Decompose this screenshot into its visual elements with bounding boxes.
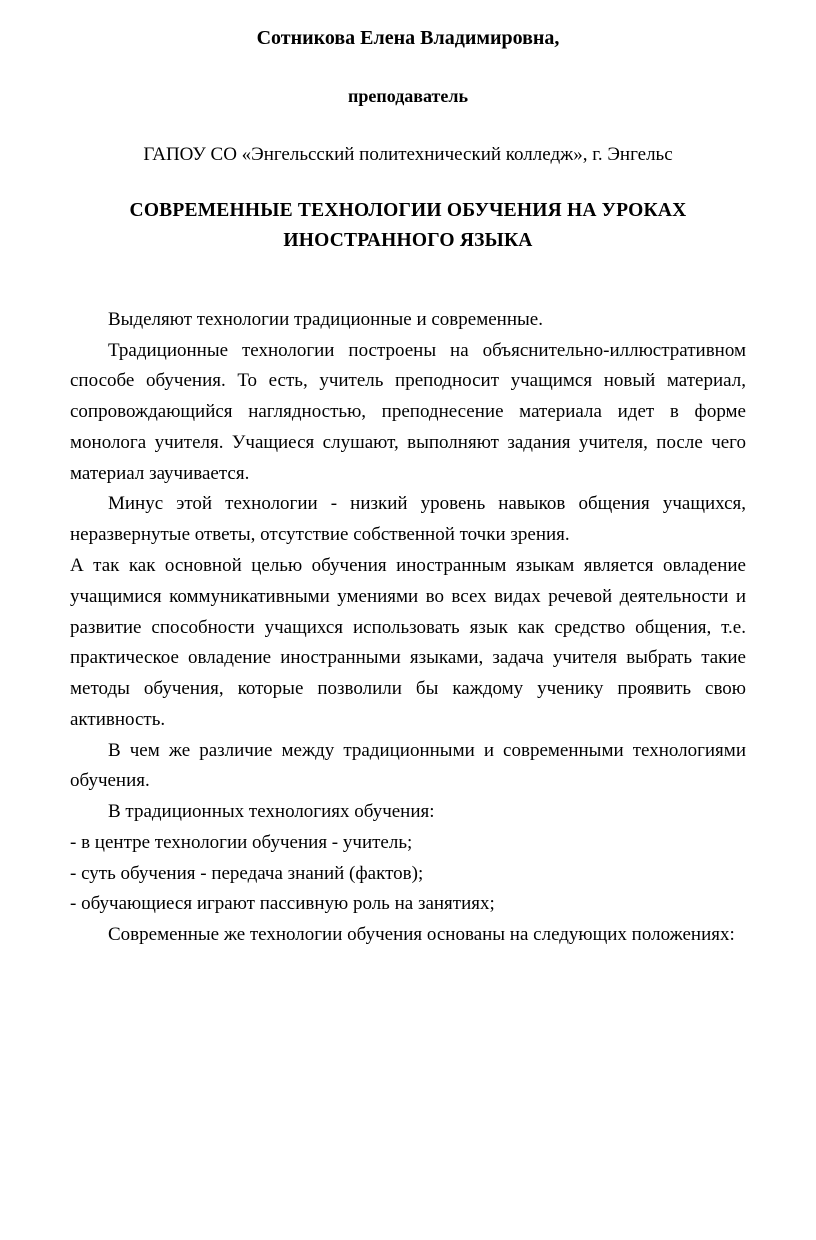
document-title-line-1: СОВРЕМЕННЫЕ ТЕХНОЛОГИИ ОБУЧЕНИЯ НА УРОКАХ	[129, 200, 687, 222]
document-title-line-2: ИНОСТРАННОГО ЯЗЫКА	[283, 229, 533, 251]
paragraph: В традиционных технологиях обучения:	[108, 801, 435, 823]
paragraph: Выделяют технологии традиционные и современные.	[108, 308, 543, 330]
paragraph: А так как основной целью обучения иностранным языкам является овладение учащимися коммуникативными умениями во всех видах речевой деятельности и развитие способности учащихся использовать язык как средство общения, т.е. практическое овладение иностранными языками, задача учителя выбрать такие методы обучения, которые позволили бы каждому ученику проявить свою активность.	[70, 555, 746, 730]
author-role: преподаватель	[347, 86, 469, 106]
list-item: - суть обучения - передача знаний (фактов);	[70, 862, 424, 884]
paragraph: В чем же различие между традиционными и современными технологиями обучения.	[70, 739, 746, 792]
paragraph: Современные же технологии обучения основаны на следующих положениях:	[108, 924, 735, 946]
author-affiliation: ГАПОУ СО «Энгельсский политехнический колледж», г. Энгельс	[143, 143, 673, 165]
paragraph: Традиционные технологии построены на объяснительно-иллюстративном способе обучения. То есть, учитель преподносит учащимся новый материал, сопровождающийся наглядностью, преподнесение материала идет в форме монолога учителя. Учащиеся слушают, выполняют задания учителя, после чего материал заучивается.	[70, 339, 746, 484]
document-body	[70, 305, 746, 951]
list-item: - в центре технологии обучения - учитель;	[70, 831, 413, 853]
author-name: Сотникова Елена Владимировна,	[256, 27, 560, 49]
paragraph: Минус этой технологии - низкий уровень навыков общения учащихся, неразвернутые ответы, отсутствие собственной точки зрения.	[70, 493, 746, 546]
document-title	[70, 196, 746, 255]
list-item: - обучающиеся играют пассивную роль на занятиях;	[70, 893, 495, 915]
